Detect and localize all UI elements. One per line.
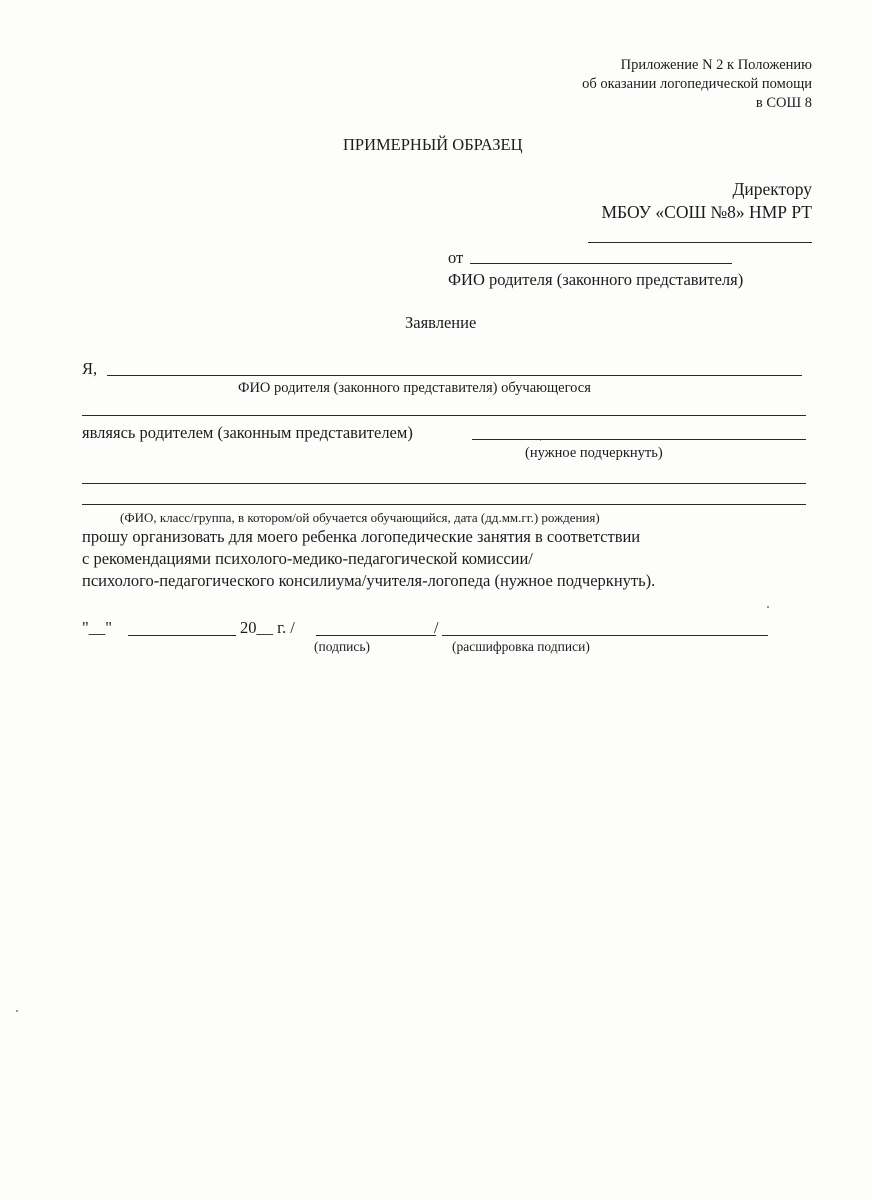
- underline-hint: (нужное подчеркнуть): [525, 445, 663, 461]
- blank-line-3: [82, 504, 806, 505]
- scan-speck: [16, 1010, 18, 1012]
- from-caption: ФИО родителя (законного представителя): [448, 270, 744, 289]
- request-line-1: прошу организовать для моего ребенка логопедические занятия в соответствии: [82, 527, 641, 546]
- blank-line-2: [82, 483, 806, 484]
- date-day: "__": [82, 618, 112, 637]
- parent-name-line: [107, 375, 802, 376]
- signature-decode-line: [442, 635, 768, 636]
- signature-caption: (подпись): [314, 639, 371, 654]
- appendix-line-2: об оказании логопедической помощи: [582, 76, 812, 92]
- appendix-line-3: в СОШ 8: [755, 95, 812, 111]
- date-year: 20__ г. /: [240, 618, 295, 637]
- statement-title: Заявление: [405, 313, 477, 332]
- signature-decode-caption: (расшифровка подписи): [452, 639, 590, 654]
- date-month-line: [128, 635, 236, 636]
- appendix-line-1: Приложение N 2 к Положению: [620, 57, 812, 73]
- signature-slash: /: [434, 618, 439, 637]
- child-caption: (ФИО, класс/группа, в котором/ой обучается обучающийся, дата (дд.мм.гг.) рождения): [120, 510, 600, 525]
- from-label: от: [448, 248, 464, 267]
- addressee-line-1: Директору: [732, 179, 812, 199]
- from-blank-line: [470, 263, 732, 264]
- being-parent-text: являясь родителем (законным представителем): [82, 423, 413, 442]
- signature-line: [316, 635, 436, 636]
- scan-speck: [767, 606, 769, 608]
- addressee-blank-line: [588, 242, 812, 243]
- being-parent-line: [472, 439, 806, 440]
- blank-line-1: [82, 415, 806, 416]
- addressee-line-2: МБОУ «СОШ №8» НМР РТ: [601, 202, 812, 222]
- parent-name-caption: ФИО родителя (законного представителя) обучающегося: [238, 380, 591, 396]
- ya-label: Я,: [82, 359, 98, 378]
- request-line-2: с рекомендациями психолого-медико-педагогической комиссии/: [82, 549, 533, 568]
- sample-title: ПРИМЕРНЫЙ ОБРАЗЕЦ: [343, 135, 523, 154]
- request-line-3: психолого-педагогического консилиума/учителя-логопеда (нужное подчеркнуть).: [82, 571, 656, 590]
- scan-speck: [540, 440, 541, 441]
